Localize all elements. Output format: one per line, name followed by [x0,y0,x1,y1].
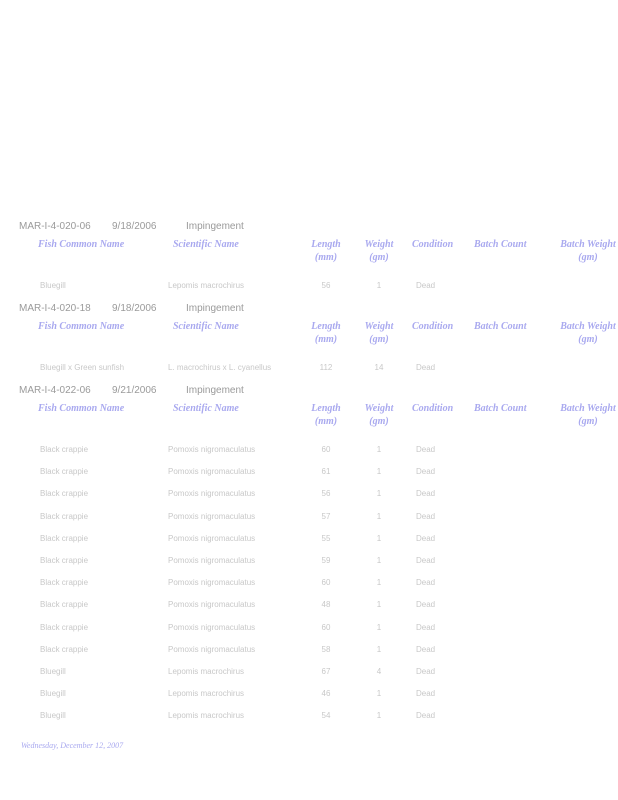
cell-scientific-name: Pomoxis nigromaculatus [168,511,256,521]
cell-condition: Dead [416,667,436,676]
cell-common-name: Black crappie [40,445,89,454]
cell-condition: Dead [416,511,436,521]
header-condition: Condition [412,239,454,250]
header-weight-label: Weight [364,321,394,332]
cell-condition: Dead [416,363,436,372]
sample-id: MAR-I-4-020-18 [19,303,91,314]
table-row [0,534,618,546]
header-batch-count: Batch Count [474,239,527,250]
cell-length: 56 [321,489,331,499]
cell-scientific-name: Pomoxis nigromaculatus [168,644,256,654]
cell-weight: 1 [376,600,382,610]
sample-type: Impingement [186,221,244,232]
header-weight [358,238,400,264]
report-date: Wednesday, December 12, 2007 [21,741,124,750]
header-weight-unit: (gm) [369,334,389,345]
cell-length: 46 [321,689,331,699]
cell-common-name: Black crappie [40,644,89,654]
sample-id: MAR-I-4-022-06 [19,385,91,396]
header-weight [358,320,400,346]
cell-length: 67 [321,667,331,676]
header-batch-weight [553,238,618,264]
cell-weight: 1 [376,511,382,521]
header-length-label: Length [311,239,341,250]
table-row [0,445,618,457]
header-batch-weight [553,402,618,428]
cell-weight: 1 [376,578,382,588]
header-batch-weight-label: Batch Weight [560,321,616,332]
cell-weight: 1 [376,644,382,654]
cell-condition: Dead [416,556,436,565]
table-row [0,667,618,679]
cell-length: 61 [321,467,331,477]
cell-length: 56 [321,281,331,290]
cell-scientific-name: Pomoxis nigromaculatus [168,445,256,454]
sample-type: Impingement [186,303,244,314]
cell-length: 48 [321,600,331,610]
header-scientific-name: Scientific Name [173,403,239,414]
cell-condition: Dead [416,644,436,654]
cell-condition: Dead [416,622,436,632]
cell-length: 60 [321,445,331,454]
cell-condition: Dead [416,467,436,477]
header-batch-weight-label: Batch Weight [560,239,616,250]
cell-length: 112 [319,363,333,372]
header-scientific-name: Scientific Name [173,239,239,250]
cell-length: 60 [321,622,331,632]
header-weight-label: Weight [364,403,394,414]
table-row [0,281,618,293]
cell-common-name: Bluegill [40,689,66,699]
cell-condition: Dead [416,689,436,699]
cell-weight: 1 [376,467,382,477]
header-weight-label: Weight [364,239,394,250]
table-row [0,578,618,590]
table-row [0,512,618,524]
cell-scientific-name: Lepomis macrochirus [168,281,245,290]
cell-weight: 1 [376,689,382,699]
cell-length: 57 [321,511,331,521]
sample-id: MAR-I-4-020-06 [19,221,91,232]
header-batch-weight-unit: (gm) [578,416,598,427]
table-row [0,711,618,723]
cell-weight: 1 [376,622,382,632]
table-row [0,623,618,635]
cell-weight: 1 [376,489,382,499]
column-headers [0,238,618,266]
cell-condition: Dead [416,445,436,454]
cell-length: 58 [321,644,331,654]
cell-length: 55 [321,533,331,543]
cell-scientific-name: L. macrochirus x L. cyanellus [168,363,272,372]
sample-date: 9/21/2006 [112,385,157,396]
header-length-unit: (mm) [314,252,338,263]
cell-condition: Dead [416,281,436,290]
header-batch-count: Batch Count [474,403,527,414]
cell-common-name: Bluegill [40,667,66,676]
cell-scientific-name: Pomoxis nigromaculatus [168,489,256,499]
cell-weight: 1 [376,281,382,290]
header-weight-unit: (gm) [369,416,389,427]
cell-common-name: Black crappie [40,511,89,521]
cell-scientific-name: Lepomis macrochirus [168,689,245,699]
cell-weight: 4 [376,667,382,676]
cell-common-name: Black crappie [40,622,89,632]
header-length [302,238,350,264]
table-row [0,689,618,701]
cell-weight: 1 [376,445,382,454]
cell-length: 54 [321,711,331,721]
header-length [302,320,350,346]
header-scientific-name: Scientific Name [173,321,239,332]
cell-weight: 14 [374,363,384,372]
cell-scientific-name: Pomoxis nigromaculatus [168,533,256,543]
header-length-label: Length [311,403,341,414]
sample-date: 9/18/2006 [112,303,157,314]
cell-scientific-name: Pomoxis nigromaculatus [168,600,256,610]
header-length-unit: (mm) [314,416,338,427]
header-length-unit: (mm) [314,334,338,345]
header-length [302,402,350,428]
cell-common-name: Black crappie [40,556,89,565]
cell-weight: 1 [376,533,382,543]
cell-scientific-name: Pomoxis nigromaculatus [168,556,256,565]
cell-scientific-name: Pomoxis nigromaculatus [168,467,256,477]
column-headers [0,320,618,348]
cell-condition: Dead [416,600,436,610]
table-row [0,489,618,501]
cell-weight: 1 [376,556,382,565]
cell-scientific-name: Pomoxis nigromaculatus [168,622,256,632]
cell-scientific-name: Lepomis macrochirus [168,667,245,676]
table-row [0,467,618,479]
cell-length: 59 [321,556,331,565]
cell-common-name: Bluegill x Green sunfish [40,363,125,372]
header-batch-weight-unit: (gm) [578,252,598,263]
table-row [0,600,618,612]
cell-common-name: Bluegill [40,281,66,290]
header-batch-weight-unit: (gm) [578,334,598,345]
header-weight [358,402,400,428]
header-common-name: Fish Common Name [38,403,125,414]
table-row [0,556,618,568]
header-condition: Condition [412,403,454,414]
cell-scientific-name: Pomoxis nigromaculatus [168,578,256,588]
header-length-label: Length [311,321,341,332]
table-row [0,645,618,657]
header-batch-weight [553,320,618,346]
cell-condition: Dead [416,578,436,588]
sample-type: Impingement [186,385,244,396]
header-batch-count: Batch Count [474,321,527,332]
cell-length: 60 [321,578,331,588]
cell-common-name: Black crappie [40,489,89,499]
header-weight-unit: (gm) [369,252,389,263]
header-condition: Condition [412,321,454,332]
cell-common-name: Black crappie [40,467,89,477]
cell-condition: Dead [416,533,436,543]
table-row [0,363,618,375]
cell-common-name: Black crappie [40,600,89,610]
cell-common-name: Black crappie [40,533,89,543]
header-common-name: Fish Common Name [38,239,125,250]
cell-weight: 1 [376,711,382,721]
cell-common-name: Black crappie [40,578,89,588]
column-headers [0,402,618,430]
cell-condition: Dead [416,489,436,499]
header-common-name: Fish Common Name [38,321,125,332]
header-batch-weight-label: Batch Weight [560,403,616,414]
cell-common-name: Bluegill [40,711,66,721]
sample-date: 9/18/2006 [112,221,157,232]
cell-condition: Dead [416,711,436,721]
cell-scientific-name: Lepomis macrochirus [168,711,245,721]
